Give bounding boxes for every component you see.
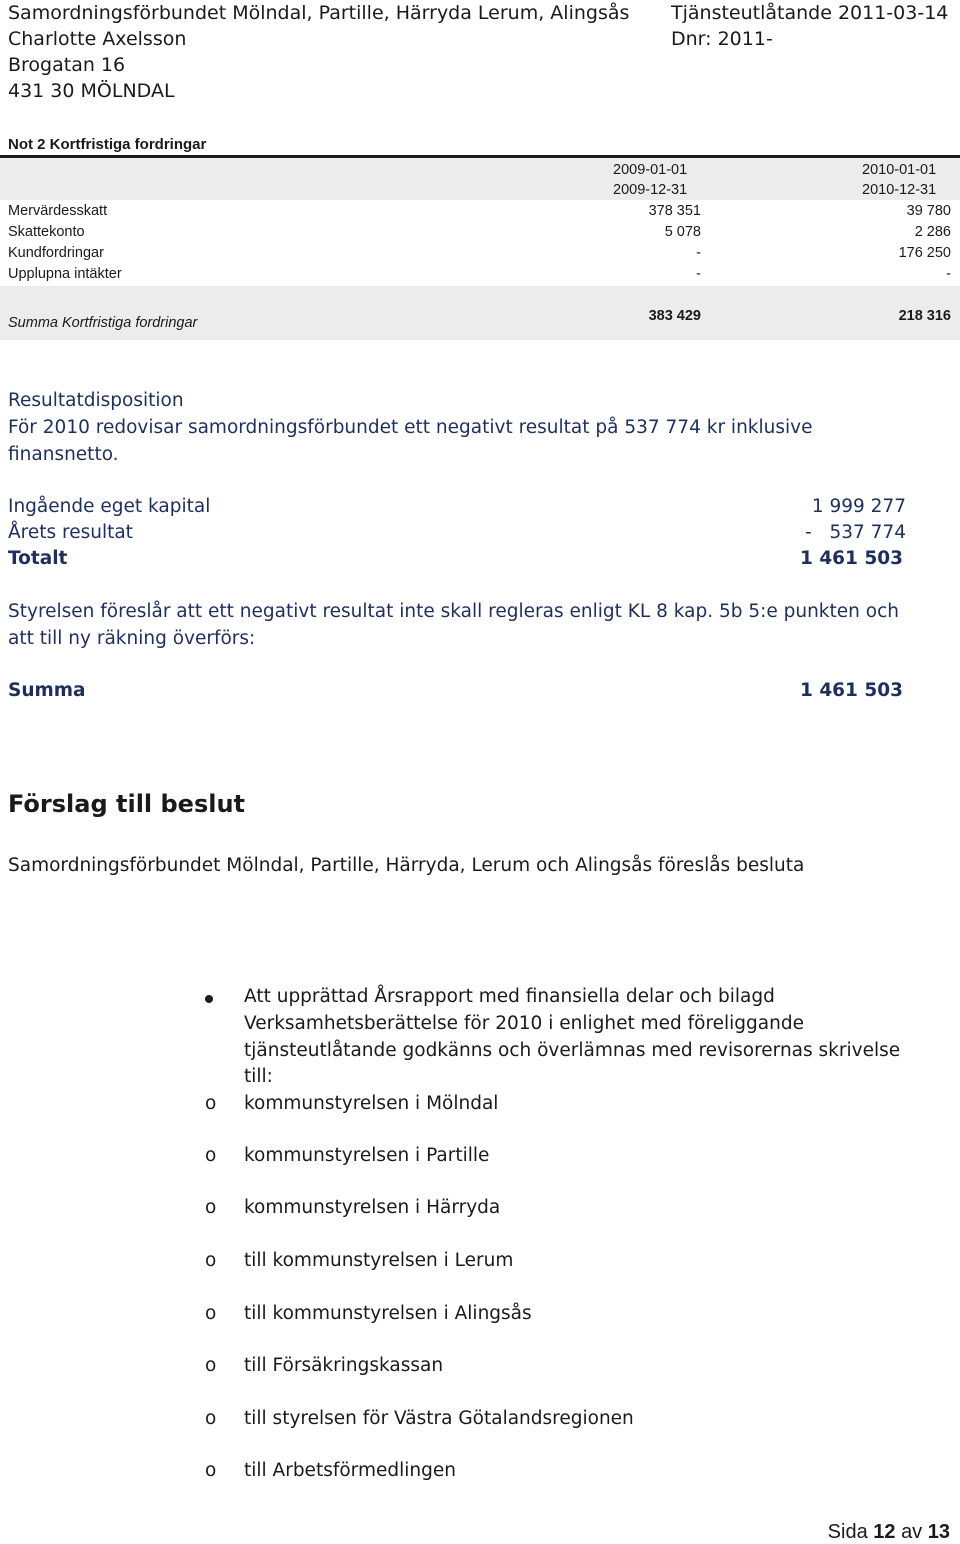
resultat-row-label: Årets resultat [8, 522, 133, 543]
sub-item: till Försäkringskassan [244, 1355, 444, 1376]
sub-item: till styrelsen för Västra Götalandsregionen [244, 1408, 634, 1429]
sub-marker: o [205, 1355, 217, 1376]
sum-band [0, 286, 960, 340]
resultat-total-label: Totalt [8, 548, 68, 569]
proposal-line2: att till ny räkning överförs: [8, 628, 256, 649]
row-value-2009: - [696, 266, 701, 282]
sum-value-2009: 383 429 [648, 308, 701, 324]
row-value-2010: - [946, 266, 951, 282]
resultat-heading: Resultatdisposition [8, 390, 184, 411]
forslag-heading: Förslag till beslut [8, 790, 246, 818]
sum-value-2010: 218 316 [898, 308, 951, 324]
row-value-2010: 39 780 [906, 203, 951, 219]
header-org: Samordningsförbundet Mölndal, Partille, Härryda Lerum, Alingsås [8, 2, 630, 24]
bullet-line: Att upprättad Årsrapport med finansiella delar och bilagd [244, 986, 775, 1007]
sub-item: till kommunstyrelsen i Alingsås [244, 1303, 532, 1324]
bullet-dot [205, 995, 213, 1003]
row-value-2010: 176 250 [898, 245, 951, 261]
resultat-intro-line2: finansnetto. [8, 444, 119, 465]
header-author: Charlotte Axelsson [8, 28, 187, 50]
forslag-intro: Samordningsförbundet Mölndal, Partille, Härryda, Lerum och Alingsås föreslås besluta [8, 855, 805, 876]
header-street: Brogatan 16 [8, 54, 126, 76]
sub-marker: o [205, 1093, 217, 1114]
period-2010-from: 2010-01-01 [862, 162, 937, 178]
sum-label: Summa Kortfristiga fordringar [8, 315, 198, 331]
row-value-2009: - [696, 245, 701, 261]
footer-total-pages: 13 [927, 1521, 950, 1543]
period-header-band [0, 158, 960, 200]
sub-marker: o [205, 1460, 217, 1481]
row-value-2010: 2 286 [914, 224, 951, 240]
resultat-row-label: Ingående eget kapital [8, 496, 211, 517]
resultat-intro-line1: För 2010 redovisar samordningsförbundet ett negativt resultat på 537 774 kr inklusive [8, 417, 813, 438]
row-label: Kundfordringar [8, 245, 104, 261]
sub-marker: o [205, 1408, 217, 1429]
row-value-2009: 378 351 [648, 203, 701, 219]
sub-marker: o [205, 1303, 217, 1324]
summa-label: Summa [8, 680, 86, 701]
page-footer [828, 1521, 950, 1544]
note-title: Not 2 Kortfristiga fordringar [8, 136, 207, 153]
period-2009-from: 2009-01-01 [613, 162, 688, 178]
header-dnr: Dnr: 2011- [671, 28, 773, 50]
proposal-line1: Styrelsen föreslår att ett negativt resultat inte skall regleras enligt KL 8 kap. 5b 5:e punkten och [8, 601, 899, 622]
sub-item: till kommunstyrelsen i Lerum [244, 1250, 514, 1271]
resultat-total-value: 1 461 503 [800, 548, 903, 569]
period-2009-to: 2009-12-31 [613, 182, 688, 198]
row-label: Mervärdesskatt [8, 203, 108, 219]
header-postal: 431 30 MÖLNDAL [8, 80, 175, 102]
bullet-line: Verksamhetsberättelse för 2010 i enlighet med föreliggande [244, 1013, 804, 1034]
sub-item: kommunstyrelsen i Partille [244, 1145, 490, 1166]
footer-page-number: 12 [873, 1521, 896, 1543]
bullet-line: till: [244, 1066, 273, 1087]
header-doc-type: Tjänsteutlåtande 2011-03-14 [671, 2, 949, 24]
row-label: Skattekonto [8, 224, 85, 240]
sub-marker: o [205, 1250, 217, 1271]
period-2010-to: 2010-12-31 [862, 182, 937, 198]
resultat-row-value: 1 999 277 [811, 496, 906, 517]
row-value-2009: 5 078 [664, 224, 701, 240]
footer-sida: Sida [827, 1521, 868, 1543]
sub-item: till Arbetsförmedlingen [244, 1460, 456, 1481]
footer-av: av [901, 1521, 923, 1543]
sub-marker: o [205, 1145, 217, 1166]
summa-value: 1 461 503 [800, 680, 903, 701]
bullet-line: tjänsteutlåtande godkänns och överlämnas med revisorernas skrivelse [244, 1040, 901, 1061]
sub-item: kommunstyrelsen i Härryda [244, 1197, 501, 1218]
row-label: Upplupna intäkter [8, 266, 122, 282]
resultat-row-value: - 537 774 [805, 522, 906, 543]
sub-item: kommunstyrelsen i Mölndal [244, 1093, 499, 1114]
sub-marker: o [205, 1197, 217, 1218]
